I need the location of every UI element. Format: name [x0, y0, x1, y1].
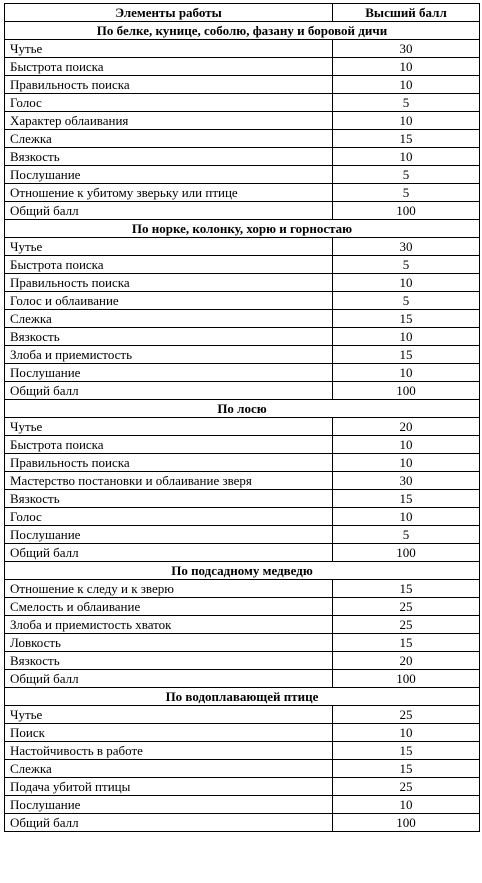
element-name-cell: Ловкость	[5, 634, 333, 652]
score-table	[4, 3, 480, 832]
max-score-cell: 20	[333, 652, 480, 670]
max-score-cell: 10	[333, 796, 480, 814]
element-name-cell: Быстрота поиска	[5, 58, 333, 76]
max-score-cell: 15	[333, 310, 480, 328]
max-score-cell: 30	[333, 472, 480, 490]
element-name-cell: Слежка	[5, 130, 333, 148]
element-name-cell: Вязкость	[5, 490, 333, 508]
max-score-cell: 15	[333, 742, 480, 760]
table-row	[5, 94, 480, 112]
element-name-cell: Подача убитой птицы	[5, 778, 333, 796]
element-name-cell: Послушание	[5, 526, 333, 544]
section-title: По норке, колонку, хорю и горностаю	[5, 220, 480, 238]
table-row	[5, 130, 480, 148]
max-score-cell: 10	[333, 112, 480, 130]
table-row	[5, 814, 480, 832]
table-row	[5, 616, 480, 634]
max-score-cell: 15	[333, 760, 480, 778]
element-name-cell: Правильность поиска	[5, 454, 333, 472]
section-title: По лосю	[5, 400, 480, 418]
max-score-cell: 10	[333, 76, 480, 94]
max-score-cell: 5	[333, 292, 480, 310]
table-row	[5, 508, 480, 526]
section-title: По подсадному медведю	[5, 562, 480, 580]
max-score-cell: 30	[333, 40, 480, 58]
table-row	[5, 706, 480, 724]
table-row	[5, 652, 480, 670]
section-header-row	[5, 220, 480, 238]
table-row	[5, 166, 480, 184]
element-name-cell: Чутье	[5, 40, 333, 58]
element-name-cell: Послушание	[5, 796, 333, 814]
element-name-cell: Чутье	[5, 238, 333, 256]
element-name-cell: Правильность поиска	[5, 274, 333, 292]
max-score-cell: 5	[333, 94, 480, 112]
table-row	[5, 274, 480, 292]
max-score-cell: 15	[333, 346, 480, 364]
max-score-cell: 10	[333, 328, 480, 346]
table-row	[5, 328, 480, 346]
element-name-cell: Смелость и облаивание	[5, 598, 333, 616]
max-score-cell: 10	[333, 454, 480, 472]
element-name-cell: Чутье	[5, 418, 333, 436]
header-row	[5, 4, 480, 22]
max-score-cell: 5	[333, 526, 480, 544]
max-score-cell: 10	[333, 58, 480, 76]
table-row	[5, 778, 480, 796]
max-score-cell: 25	[333, 778, 480, 796]
table-row	[5, 598, 480, 616]
element-name-cell: Общий балл	[5, 670, 333, 688]
table-row	[5, 112, 480, 130]
section-header-row	[5, 400, 480, 418]
element-name-cell: Вязкость	[5, 652, 333, 670]
element-name-cell: Общий балл	[5, 382, 333, 400]
max-score-cell: 25	[333, 616, 480, 634]
section-title: По водоплавающей птице	[5, 688, 480, 706]
max-score-cell: 100	[333, 382, 480, 400]
table-body	[5, 22, 480, 832]
table-row	[5, 580, 480, 598]
table-row	[5, 760, 480, 778]
max-score-cell: 10	[333, 724, 480, 742]
max-score-cell: 25	[333, 598, 480, 616]
table-row	[5, 454, 480, 472]
element-name-cell: Послушание	[5, 364, 333, 382]
table-row	[5, 382, 480, 400]
section-title: По белке, кунице, соболю, фазану и боровой дичи	[5, 22, 480, 40]
max-score-cell: 15	[333, 634, 480, 652]
table-row	[5, 526, 480, 544]
max-score-cell: 15	[333, 490, 480, 508]
element-name-cell: Голос	[5, 94, 333, 112]
max-score-cell: 100	[333, 814, 480, 832]
max-score-cell: 15	[333, 130, 480, 148]
element-name-cell: Общий балл	[5, 202, 333, 220]
table-row	[5, 310, 480, 328]
max-score-cell: 10	[333, 364, 480, 382]
element-name-cell: Слежка	[5, 310, 333, 328]
element-name-cell: Правильность поиска	[5, 76, 333, 94]
max-score-cell: 5	[333, 256, 480, 274]
element-name-cell: Послушание	[5, 166, 333, 184]
element-name-cell: Быстрота поиска	[5, 256, 333, 274]
header-score-column: Высший балл	[333, 4, 480, 22]
max-score-cell: 10	[333, 508, 480, 526]
table-row	[5, 238, 480, 256]
max-score-cell: 10	[333, 436, 480, 454]
element-name-cell: Отношение к следу и к зверю	[5, 580, 333, 598]
max-score-cell: 100	[333, 544, 480, 562]
table-row	[5, 724, 480, 742]
max-score-cell: 5	[333, 166, 480, 184]
element-name-cell: Вязкость	[5, 148, 333, 166]
table-header	[5, 4, 480, 22]
table-row	[5, 670, 480, 688]
table-row	[5, 742, 480, 760]
max-score-cell: 10	[333, 274, 480, 292]
element-name-cell: Вязкость	[5, 328, 333, 346]
element-name-cell: Голос и облаивание	[5, 292, 333, 310]
element-name-cell: Настойчивость в работе	[5, 742, 333, 760]
element-name-cell: Злоба и приемистость хваток	[5, 616, 333, 634]
element-name-cell: Общий балл	[5, 544, 333, 562]
max-score-cell: 10	[333, 148, 480, 166]
max-score-cell: 100	[333, 670, 480, 688]
table-row	[5, 292, 480, 310]
element-name-cell: Общий балл	[5, 814, 333, 832]
table-row	[5, 184, 480, 202]
element-name-cell: Быстрота поиска	[5, 436, 333, 454]
max-score-cell: 25	[333, 706, 480, 724]
table-row	[5, 796, 480, 814]
table-row	[5, 418, 480, 436]
table-row	[5, 634, 480, 652]
element-name-cell: Чутье	[5, 706, 333, 724]
element-name-cell: Поиск	[5, 724, 333, 742]
max-score-cell: 5	[333, 184, 480, 202]
section-header-row	[5, 688, 480, 706]
max-score-cell: 30	[333, 238, 480, 256]
table-row	[5, 490, 480, 508]
table-row	[5, 76, 480, 94]
table-row	[5, 346, 480, 364]
table-row	[5, 256, 480, 274]
table-row	[5, 40, 480, 58]
table-row	[5, 472, 480, 490]
header-element-column: Элементы работы	[5, 4, 333, 22]
element-name-cell: Слежка	[5, 760, 333, 778]
element-name-cell: Мастерство постановки и облаивание зверя	[5, 472, 333, 490]
element-name-cell: Отношение к убитому зверьку или птице	[5, 184, 333, 202]
table-row	[5, 364, 480, 382]
max-score-cell: 100	[333, 202, 480, 220]
table-row	[5, 544, 480, 562]
max-score-cell: 20	[333, 418, 480, 436]
element-name-cell: Злоба и приемистость	[5, 346, 333, 364]
table-row	[5, 148, 480, 166]
section-header-row	[5, 22, 480, 40]
max-score-cell: 15	[333, 580, 480, 598]
element-name-cell: Голос	[5, 508, 333, 526]
table-row	[5, 436, 480, 454]
element-name-cell: Характер облаивания	[5, 112, 333, 130]
table-row	[5, 58, 480, 76]
table-row	[5, 202, 480, 220]
section-header-row	[5, 562, 480, 580]
